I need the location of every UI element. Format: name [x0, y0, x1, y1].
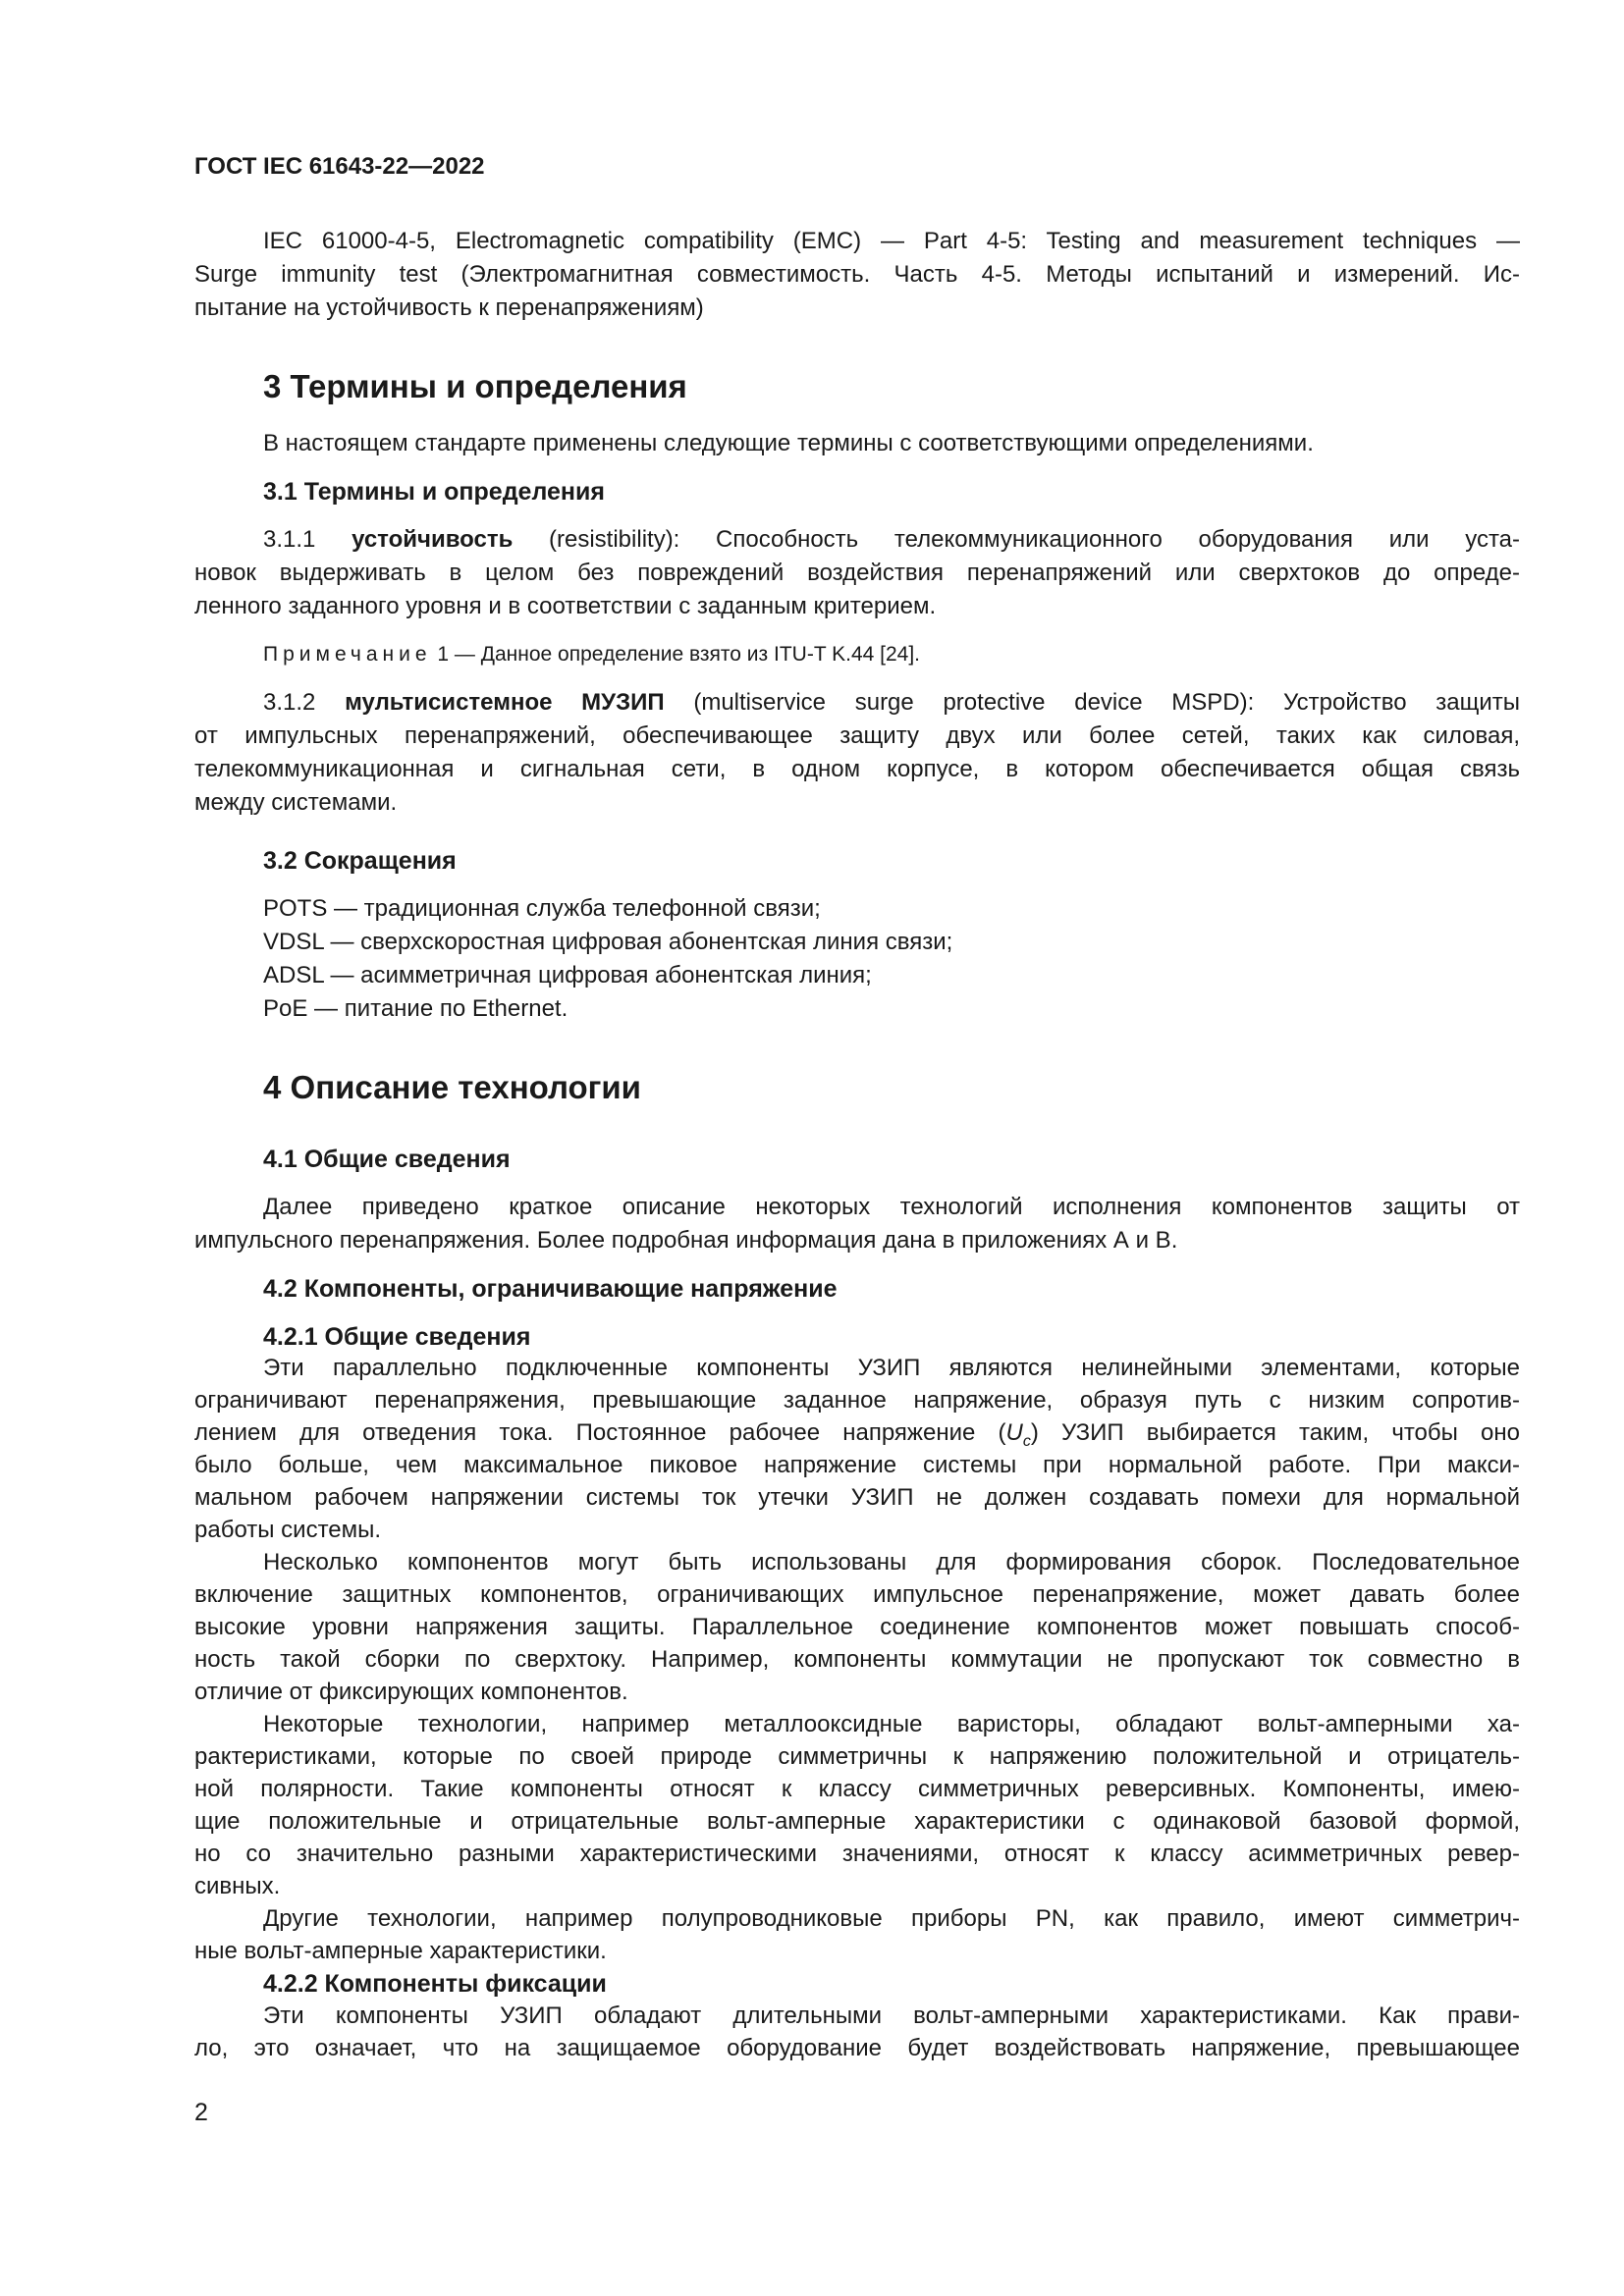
term-3-1-1-line: новок выдерживать в целом без повреждений воздействия перенапряжений или сверхтоков до опреде- — [194, 560, 1520, 586]
section-4-2-1-line: Некоторые технологии, например металлооксидные варисторы, обладают вольт-амперными ха- — [263, 1711, 1520, 1737]
section-4-2-2-line: Эти компоненты УЗИП обладают длительными вольт-амперными характеристиками. Как прави- — [263, 2002, 1520, 2029]
section-4-2-1-line: ные вольт-амперные характеристики. — [194, 1938, 607, 1964]
term-3-1-2: мультисистемное МУЗИП — [345, 689, 665, 716]
abbreviation-item: PoE — питание по Ethernet. — [263, 995, 568, 1022]
voltage-symbol: U — [1005, 1419, 1023, 1446]
section-4-2-1-line: было больше, чем максимальное пиковое напряжение системы при нормальной работе. При макси- — [194, 1452, 1520, 1478]
section-4-2-1-line: мальном рабочем напряжении системы ток утечки УЗИП не должен создавать помехи для нормальной — [194, 1484, 1520, 1511]
term-3-1-1-line: ленного заданного уровня и в соответствии с заданным критерием. — [194, 593, 937, 619]
section-4-2-1-line: рактеристиками, которые по своей природе симметричны к напряжению положительной и отрицатель- — [194, 1743, 1520, 1770]
term-3-1-1: устойчивость — [352, 526, 514, 553]
section-4-2-1-line: ность такой сборки по сверхтоку. Например, компоненты коммутации не пропускают ток совместно в — [194, 1646, 1520, 1673]
section-4-2-1-line: включение защитных компонентов, ограничивающих импульсное перенапряжение, может давать более — [194, 1581, 1520, 1608]
section-3-heading: 3 Термины и определения — [263, 368, 687, 404]
note-1: Примечание 1 — Данное определение взято из ITU-T K.44 [24]. — [263, 643, 920, 666]
term-3-1-2-line: между системами. — [194, 789, 398, 816]
section-4-1-line: Далее приведено краткое описание некоторых технологий исполнения компонентов защиты от — [263, 1194, 1520, 1220]
section-4-heading: 4 Описание технологии — [263, 1069, 641, 1105]
abbreviation-item: VDSL — сверхскоростная цифровая абонентская линия связи; — [263, 929, 953, 955]
section-4-2-1-line: щие положительные и отрицательные вольт-амперные характеристики с одинаковой базовой формой, — [194, 1808, 1520, 1835]
section-4-2-2-heading: 4.2.2 Компоненты фиксации — [263, 1970, 607, 1998]
abbreviation-item: POTS — традиционная служба телефонной связи; — [263, 895, 821, 922]
reference-line: пытание на устойчивость к перенапряжениям) — [194, 294, 704, 321]
term-3-1-2-line: телекоммуникационная и сигнальная сети, в одном корпусе, в котором обеспечивается общая связь — [194, 756, 1520, 782]
section-3-1-heading: 3.1 Термины и определения — [263, 478, 605, 506]
abbreviation-item: ADSL — асимметричная цифровая абонентская линия; — [263, 962, 872, 988]
section-4-2-1-line: ограничивают перенапряжения, превышающие заданное напряжение, образуя путь с низким сопротив- — [194, 1387, 1520, 1414]
reference-line: IEC 61000-4-5, Electromagnetic compatibility (EMC) — Part 4-5: Testing and measurement techniques — — [263, 228, 1520, 254]
section-4-2-1-heading: 4.2.1 Общие сведения — [263, 1323, 531, 1351]
section-4-2-heading: 4.2 Компоненты, ограничивающие напряжение — [263, 1275, 838, 1303]
section-4-1-line: импульсного перенапряжения. Более подробная информация дана в приложениях А и В. — [194, 1227, 1178, 1254]
section-4-2-1-line: Эти параллельно подключенные компоненты УЗИП являются нелинейными элементами, которые — [263, 1355, 1520, 1381]
section-4-2-1-line: ной полярности. Такие компоненты относят к классу симметричных реверсивных. Компоненты, имею- — [194, 1776, 1520, 1802]
term-3-1-1-line: 3.1.1 устойчивость (resistibility): Способность телекоммуникационного оборудования или уста- — [263, 526, 1521, 553]
section-4-2-1-line: Другие технологии, например полупроводниковые приборы PN, как правило, имеют симметрич- — [263, 1905, 1520, 1932]
section-4-2-1-line: работы системы. — [194, 1517, 382, 1543]
section-4-2-1-line: высокие уровни напряжения защиты. Параллельное соединение компонентов может повышать способ- — [194, 1614, 1520, 1640]
section-4-2-1-line: сивных. — [194, 1873, 281, 1899]
term-3-1-2-line: от импульсных перенапряжений, обеспечивающее защиту двух или более сетей, таких как силовая, — [194, 722, 1520, 749]
section-4-2-1-line: отличие от фиксирующих компонентов. — [194, 1679, 628, 1705]
term-3-1-2-line: 3.1.2 мультисистемное МУЗИП (multiservice surge protective device MSPD): Устройство защиты — [263, 689, 1521, 716]
document-header-title: ГОСТ IEC 61643-22—2022 — [194, 153, 485, 180]
section-4-1-heading: 4.1 Общие сведения — [263, 1146, 511, 1173]
section-3-intro: В настоящем стандарте применены следующие термины с соответствующими определениями. — [263, 430, 1314, 456]
section-4-2-1-line: но со значительно разными характеристическими значениями, относят к классу асимметричных ревер- — [194, 1841, 1520, 1867]
section-4-2-1-line: лением для отведения тока. Постоянное рабочее напряжение $(U_c)$ УЗИП выбирается таким, чтобы оно — [194, 1419, 1520, 1450]
reference-line: Surge immunity test (Электромагнитная совместимость. Часть 4-5. Методы испытаний и измерений. Ис- — [194, 261, 1520, 288]
section-4-2-1-line: Несколько компонентов могут быть использованы для формирования сборок. Последовательное — [263, 1549, 1520, 1575]
page-number: 2 — [194, 2099, 208, 2126]
section-4-2-2-line: ло, это означает, что на защищаемое оборудование будет воздействовать напряжение, превышающее — [194, 2035, 1520, 2061]
section-3-2-heading: 3.2 Сокращения — [263, 847, 457, 875]
